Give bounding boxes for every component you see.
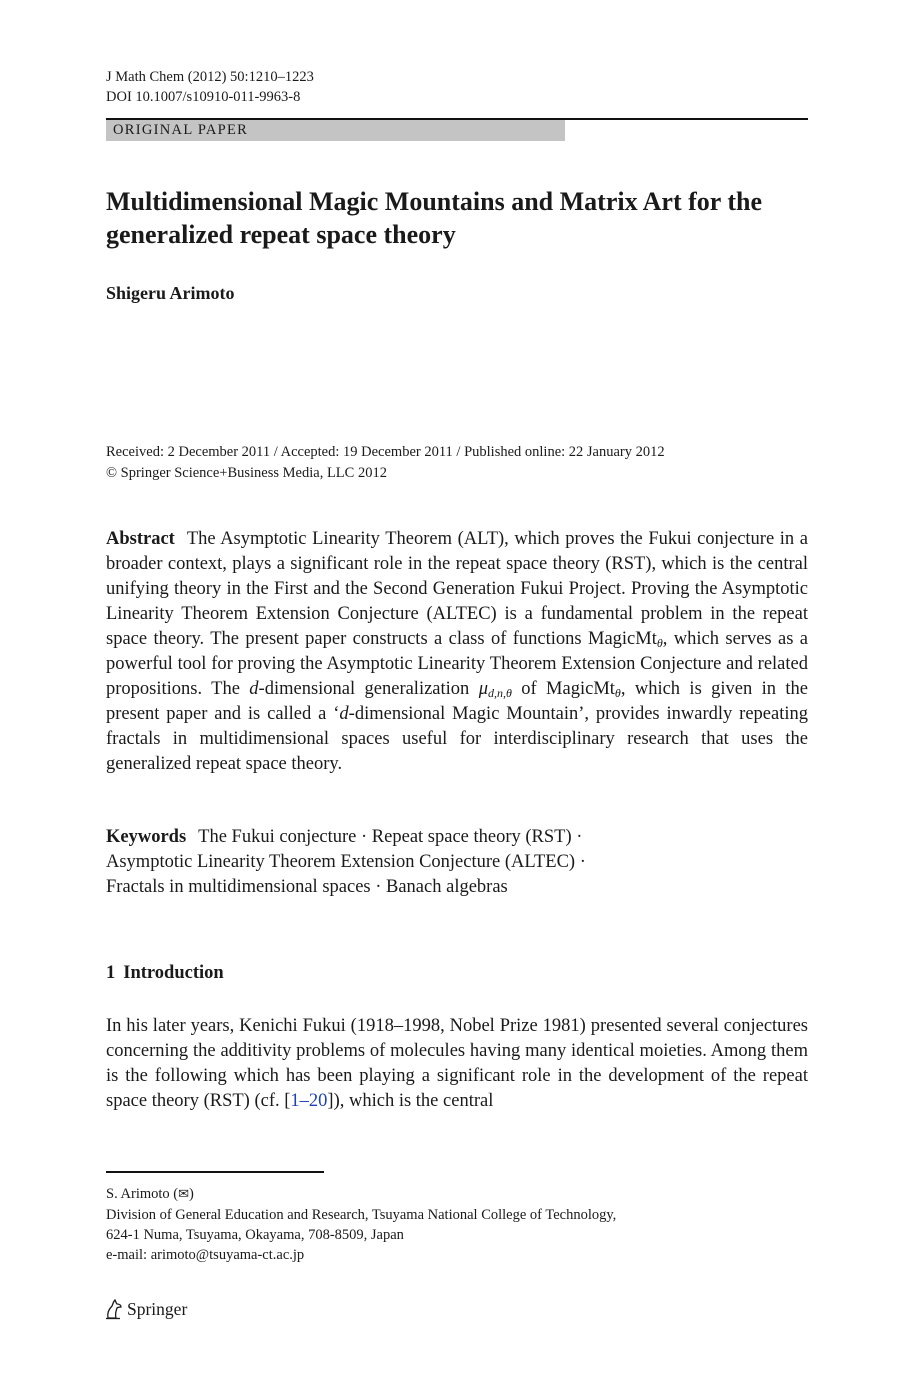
mu-subscript: d,n,θ	[487, 686, 512, 700]
publisher-name: Springer	[127, 1298, 188, 1319]
abstract-text-6: -dimensional Magic Mountain’, provides inwardly repeating fractals in multidimensional spaces useful for interdisciplinary research that uses the generalized repeat space theory.	[106, 704, 808, 774]
publisher-logo	[104, 1298, 187, 1320]
keywords-line-2: Asymptotic Linearity Theorem Extension Conjecture (ALTEC) ·	[106, 852, 586, 872]
abstract	[106, 527, 808, 777]
keywords-line-3: Fractals in multidimensional spaces · Banach algebras	[106, 877, 508, 897]
keywords-label: Keywords	[106, 827, 187, 847]
author-short-name: S. Arimoto (	[106, 1186, 179, 1202]
footnote-rule	[106, 1171, 324, 1173]
abstract-text-5: , which is given in the present paper and is called a ‘	[106, 679, 808, 724]
abstract-text-1: The Asymptotic Linearity Theorem (ALT), which proves the Fukui conjecture in a broader context, plays a significant role in the repeat space theory (RST), which is the central unifying theory in the First and the Second Generation Fukui Project. Proving the Asymptotic Linearity Theorem Extension Conjecture (ALTEC) is a fundamental problem in the repeat space theory. The present paper constructs a class of functions MagicMt	[106, 529, 808, 649]
springer-horse-icon	[104, 1298, 123, 1320]
abstract-text-3: -dimensional generalization	[258, 679, 479, 699]
abstract-label: Abstract	[106, 529, 175, 549]
envelope-icon: ✉	[178, 1187, 190, 1202]
author-email[interactable]: e-mail: arimoto@tsuyama-ct.ac.jp	[106, 1247, 305, 1263]
mu-symbol: μ	[478, 679, 488, 699]
author-name: Shigeru Arimoto	[106, 283, 235, 303]
publication-history	[106, 442, 665, 484]
journal-header	[106, 67, 314, 107]
keywords-line-1: The Fukui conjecture · Repeat space theory (RST) ·	[198, 827, 583, 847]
article-type-label: ORIGINAL PAPER	[113, 122, 249, 138]
intro-text-1: In his later years, Kenichi Fukui (1918–1998, Nobel Prize 1981) presented several conjectures concerning the additivity problems of molecules having many identical moieties. Among them is the following which has been playing a significant role in the development of the repeat space theory (RST) (cf. [	[106, 1016, 808, 1111]
paper-title: Multidimensional Magic Mountains and Matrix Art for the generalized repeat space theory	[106, 187, 763, 249]
citation-link-1[interactable]: 1	[290, 1091, 300, 1111]
section-number: 1	[106, 963, 116, 983]
theta-subscript: θ	[656, 636, 663, 650]
keywords	[106, 825, 808, 900]
copyright-line: © Springer Science+Business Media, LLC 2012	[106, 465, 387, 481]
journal-citation: J Math Chem (2012) 50:1210–1223	[106, 69, 314, 85]
d-symbol: d	[249, 679, 259, 699]
intro-paragraph	[106, 1014, 808, 1114]
section-title: Introduction	[123, 963, 224, 983]
d-symbol-2: d	[339, 704, 349, 724]
abstract-text-4: of MagicMt	[511, 679, 615, 699]
affiliation-line-1: Division of General Education and Research, Tsuyama National College of Technology,	[106, 1207, 617, 1223]
corresponding-author	[106, 1184, 616, 1205]
intro-text-2: ]), which is the central	[327, 1091, 494, 1111]
affiliation-line-2: 624-1 Numa, Tsuyama, Okayama, 708-8509, Japan	[106, 1227, 404, 1243]
abstract-text-2: , which serves as a powerful tool for proving the Asymptotic Linearity Theorem Extension Conjecture and related propositions. The	[106, 629, 808, 699]
section-heading	[106, 963, 224, 984]
history-dates: Received: 2 December 2011 / Accepted: 19 December 2011 / Published online: 22 January 2012	[106, 444, 665, 460]
citation-dash: –	[299, 1091, 309, 1111]
doi-line: DOI 10.1007/s10910-011-9963-8	[106, 89, 301, 105]
theta-subscript-2: θ	[614, 686, 621, 700]
author-affiliation	[106, 1184, 616, 1265]
author-paren-close: )	[189, 1186, 194, 1202]
article-type-banner	[106, 120, 565, 141]
citation-link-20[interactable]: 20	[308, 1091, 328, 1111]
